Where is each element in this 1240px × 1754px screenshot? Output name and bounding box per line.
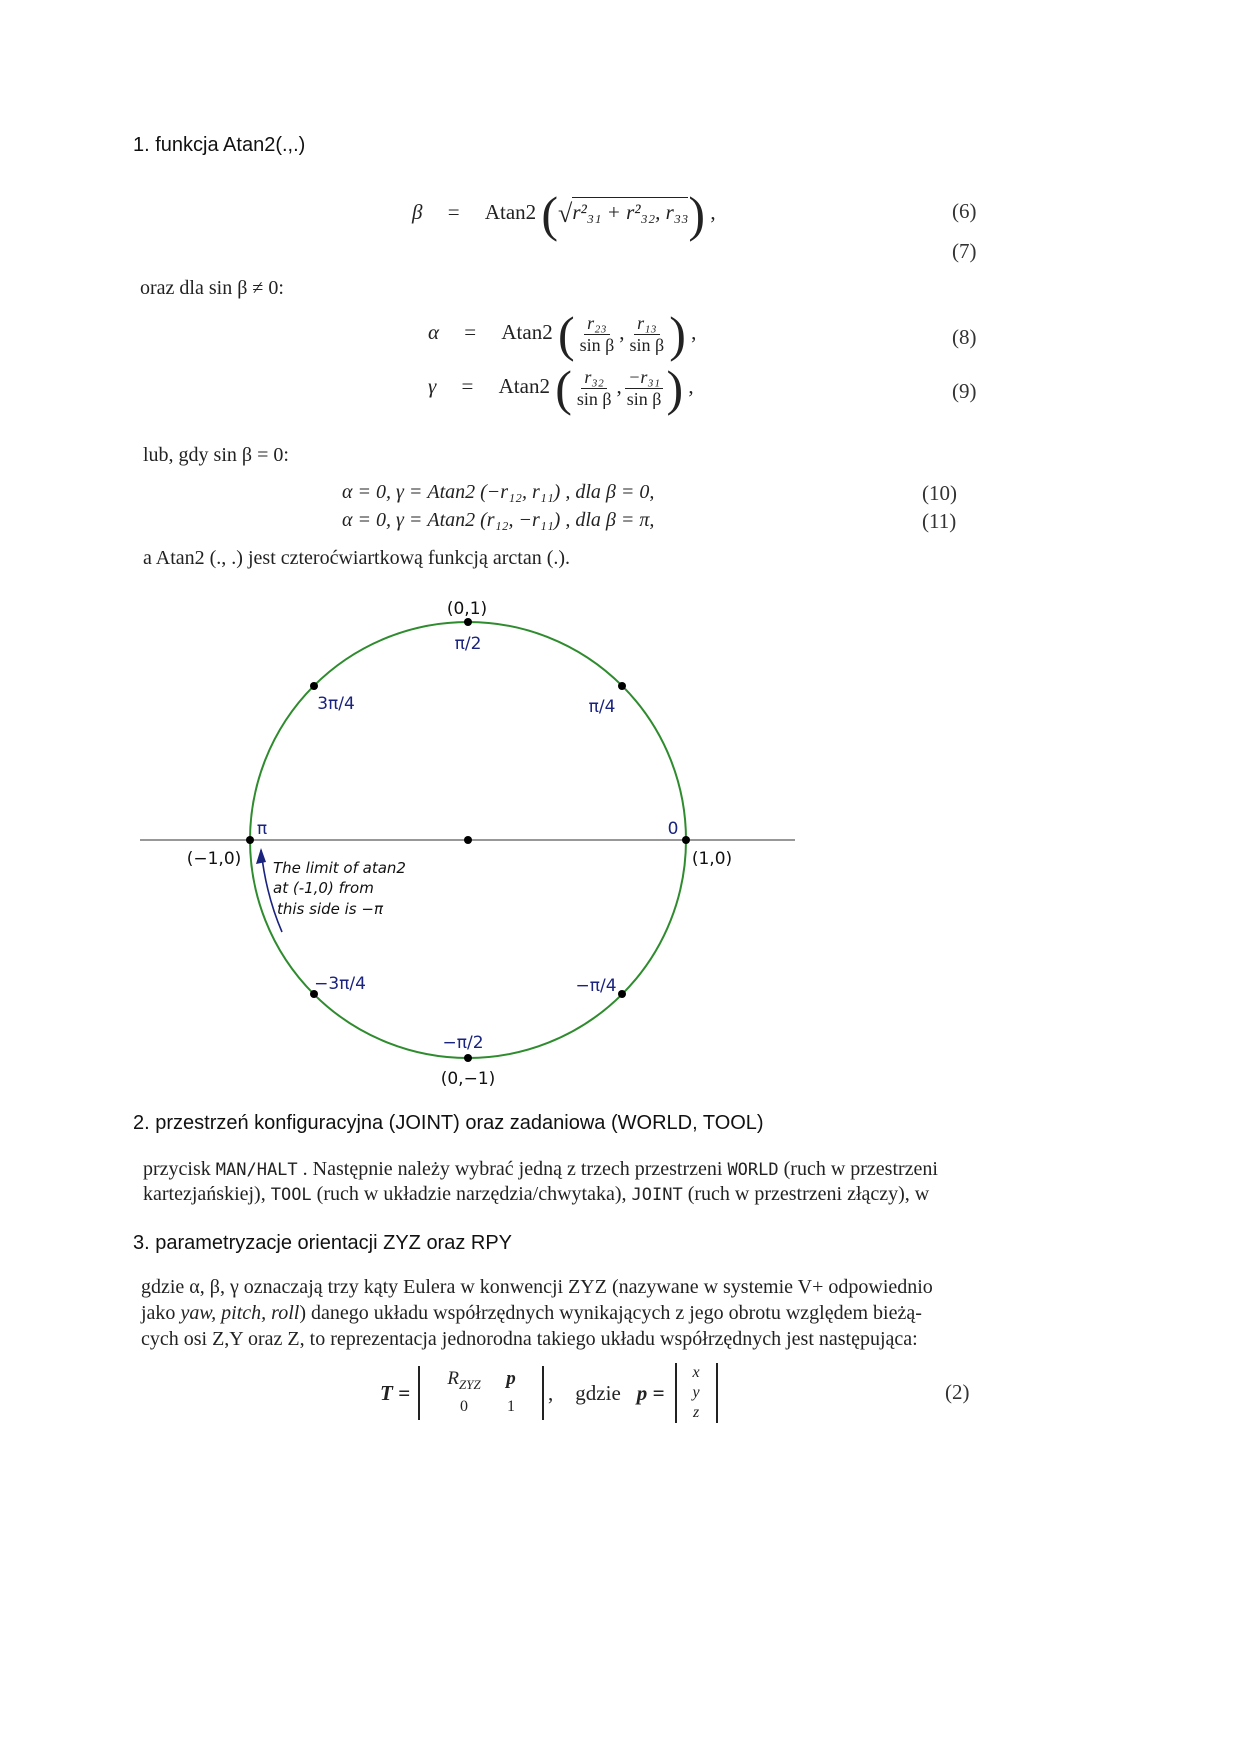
s2-text-a: przycisk <box>143 1158 216 1180</box>
matrix-T <box>418 1366 544 1420</box>
eq8-den1: sin β <box>579 334 615 355</box>
s2-line-2 <box>143 1181 983 1208</box>
note-line-1: The limit of atan2 <box>273 859 406 877</box>
label-top-point: (0,1) <box>446 599 488 619</box>
s2-text-c: (ruch w przestrzeni <box>778 1158 938 1180</box>
eq8-den2: sin β <box>629 334 665 355</box>
section-title-atan2: 1. funkcja Atan2(.,.) <box>133 134 306 156</box>
eq6-atan2: Atan2 <box>484 199 537 224</box>
label-m3pi4: −3π/4 <box>314 974 366 994</box>
eq9-den2: sin β <box>626 388 662 409</box>
s3-text-jako: jako <box>141 1302 181 1324</box>
eq2-p-eq: p = <box>636 1380 665 1405</box>
vector-x: x <box>692 1364 700 1381</box>
eq-number-10: (10) <box>922 481 957 505</box>
eq6-lhs: β <box>412 199 423 224</box>
label-right-point: (1,0) <box>691 849 733 869</box>
sqrt-icon: √ <box>558 199 573 228</box>
vector-p <box>675 1363 718 1423</box>
label-3pi4: 3π/4 <box>317 694 355 714</box>
equation-11: α = 0, γ = Atan2 (r₁₂, −r₁₁) , dla β = π, <box>342 509 655 531</box>
s3-line-3: cych osi Z,Y oraz Z, to reprezentacja jednorodna takiego układu współrzędnych jest następująca: <box>141 1328 918 1350</box>
eq-number-2: (2) <box>945 1380 970 1404</box>
eq2-lhs: T = <box>380 1380 411 1405</box>
eq-number-6: (6) <box>952 199 977 223</box>
s2-text-f: (ruch w przestrzeni złączy), w <box>682 1183 930 1205</box>
s2-code-tool: TOOL <box>270 1185 312 1205</box>
point-3pi4 <box>310 682 318 690</box>
s3-line-1: gdzie α, β, γ oznaczają trzy kąty Eulera w konwencji ZYZ (nazywane w systemie V+ odpowiednio <box>141 1276 933 1298</box>
eq9-atan2: Atan2 <box>498 373 550 398</box>
equation-6: β = Atan2 (√r²₃₁ + r²₃₂, r₃₃) , <box>412 186 716 242</box>
section2-paragraph <box>143 1156 983 1208</box>
label-pi: π <box>256 819 268 839</box>
eq2-gdzie: gdzie <box>575 1380 621 1405</box>
vector-z: z <box>692 1404 700 1421</box>
s3-text-ypr: yaw, pitch, roll <box>180 1302 300 1324</box>
arrow-head-icon <box>256 848 266 864</box>
eq9-rparen: ) <box>666 360 684 416</box>
eq-number-7: (7) <box>952 239 977 263</box>
text-lub: lub, gdy sin β = 0: <box>143 444 289 466</box>
eq-number-11: (11) <box>922 509 957 533</box>
s2-code-joint: JOINT <box>631 1185 683 1205</box>
vector-y: y <box>692 1384 700 1401</box>
section3-paragraph <box>141 1274 981 1352</box>
eq-number-9: (9) <box>952 379 977 403</box>
point-left <box>246 836 254 844</box>
s2-text-d: kartezjańskiej), <box>143 1183 271 1205</box>
s2-text-b: . Następnie należy wybrać jedną z trzech przestrzeni <box>297 1158 728 1180</box>
eq9-equals: = <box>461 373 474 398</box>
label-mpi2: −π/2 <box>442 1033 484 1053</box>
eq8-lparen: ( <box>557 306 575 362</box>
eq6-rparen: ) <box>688 186 706 242</box>
eq8-atan2: Atan2 <box>501 319 553 344</box>
label-bottom-point: (0,−1) <box>440 1069 496 1089</box>
point-pi4 <box>618 682 626 690</box>
eq9-num1: r₃₂ <box>581 367 607 389</box>
s2-line-1 <box>143 1156 983 1183</box>
point-top <box>464 618 472 626</box>
section-title-spaces: 2. przestrzeń konfiguracyjna (JOINT) oraz zadaniowa (WORLD, TOOL) <box>133 1112 764 1134</box>
eq8-lhs: α <box>428 319 440 344</box>
label-pi-half: π/2 <box>454 634 482 654</box>
s2-code-world: WORLD <box>727 1160 779 1180</box>
matrix-one: 1 <box>507 1397 516 1415</box>
text-oraz: oraz dla sin β ≠ 0: <box>140 277 284 299</box>
text-atan-desc: a Atan2 (., .) jest czteroćwiartkową funkcją arctan (.). <box>143 547 571 569</box>
eq6-rhs: r²₃₁ + r²₃₂, r₃₃ <box>572 197 688 224</box>
point-mpi4 <box>618 990 626 998</box>
s3-line-2 <box>141 1300 981 1326</box>
s2-code-man: MAN/HALT <box>215 1160 298 1180</box>
note-line-2: at (-1,0) from <box>273 879 374 897</box>
matrix-zero: 0 <box>460 1397 469 1415</box>
eq8-equals: = <box>464 319 477 344</box>
eq-number-8: (8) <box>952 325 977 349</box>
eq9-lhs: γ <box>428 373 437 398</box>
matrix-R: R <box>447 1368 459 1390</box>
matrix-R-sub: ZYZ <box>459 1376 481 1392</box>
note-line-3: this side is −π <box>277 900 383 918</box>
eq9-num2: −r₃₁ <box>625 367 663 389</box>
eq6-equals: = <box>447 199 460 224</box>
section-title-orientation: 3. parametryzacje orientacji ZYZ oraz RPY <box>133 1232 513 1254</box>
equation-2: T = $R_{ZYZ}$ p 0 1 , gdzie p = x y z <box>380 1362 718 1424</box>
s2-text-e: (ruch w układzie narzędzia/chwytaka), <box>311 1183 632 1205</box>
equation-8: α = Atan2 ( $\frac{\text{r₂₃}}{\text{sin β}}$ , $\frac{\text{r₁₃}}{\text{sin β}}$ ) , <box>428 306 697 362</box>
label-mpi4: −π/4 <box>575 976 617 996</box>
matrix-p: p <box>506 1368 516 1390</box>
s3-text-rest: ) danego układu współrzędnych wynikających z jego obrotu względem bieżą- <box>299 1302 922 1324</box>
eq9-den1: sin β <box>576 388 612 409</box>
label-pi4: π/4 <box>588 697 616 717</box>
eq8-num1: r₂₃ <box>584 313 610 335</box>
point-right <box>682 836 690 844</box>
origin-point <box>464 836 472 844</box>
eq6-lparen: ( <box>541 186 559 242</box>
eq8-num2: r₁₃ <box>634 313 660 335</box>
label-left-point: (−1,0) <box>186 849 242 869</box>
equation-10: α = 0, γ = Atan2 (−r₁₂, r₁₁) , dla β = 0, <box>342 481 655 503</box>
equation-9: γ = Atan2 ( $\frac{\text{r₃₂}}{\text{sin β}}$ , $\frac{\text{−r₃₁}}{\text{sin β}}$ ) , <box>428 360 694 416</box>
point-bottom <box>464 1054 472 1062</box>
eq8-rparen: ) <box>669 306 686 362</box>
eq9-lparen: ( <box>555 360 572 416</box>
label-zero: 0 <box>667 819 679 839</box>
